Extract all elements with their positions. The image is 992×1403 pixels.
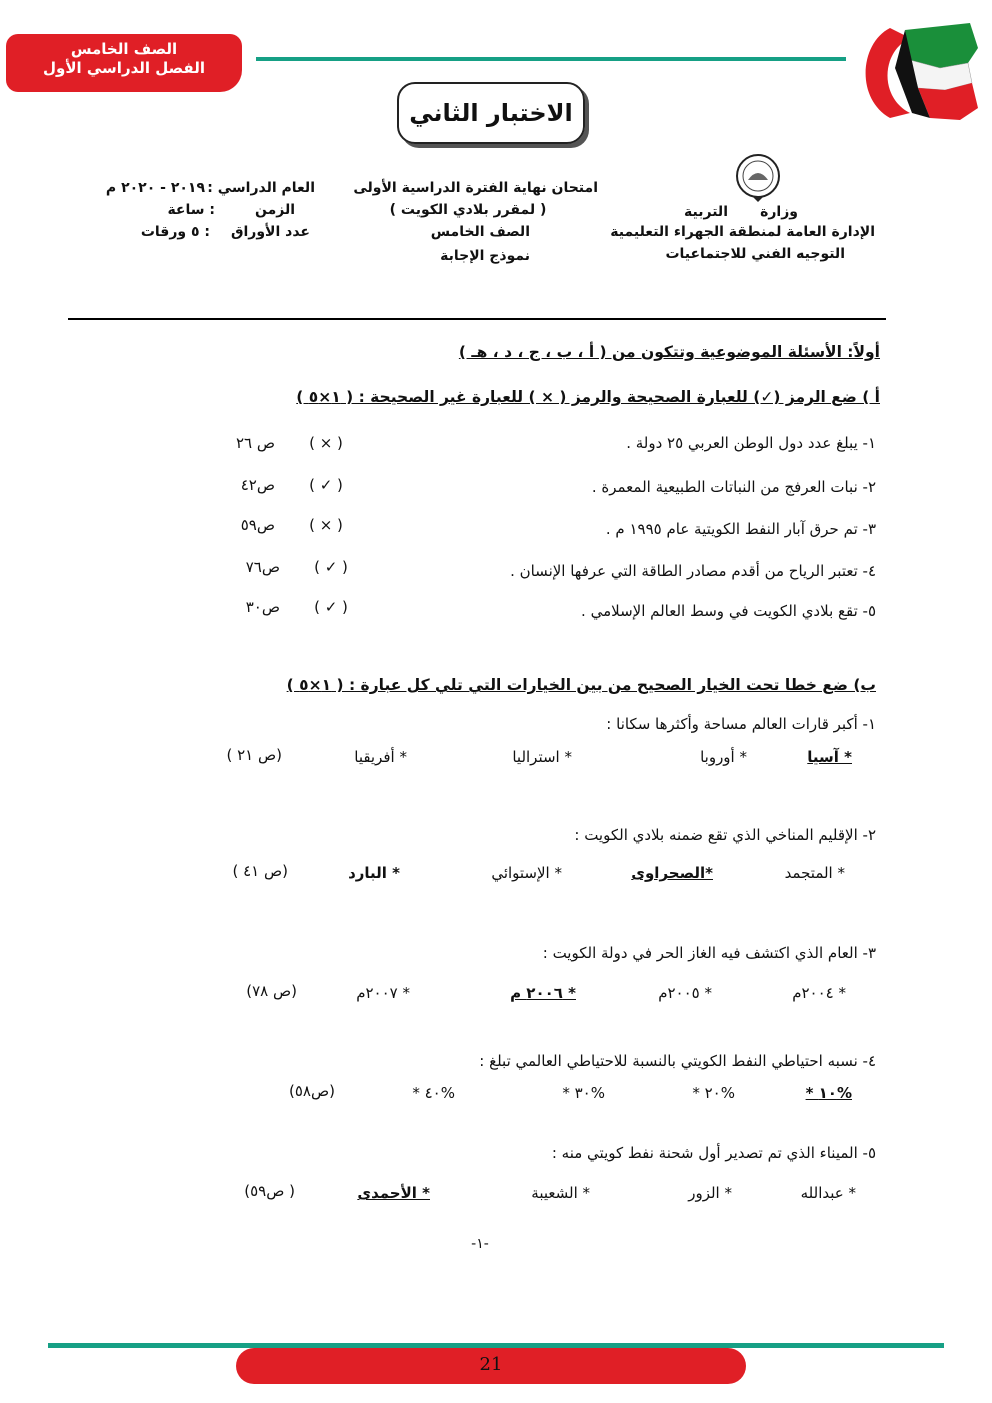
ministry-emblem-icon: [734, 152, 782, 204]
b-option-correct: * الأحمدى: [357, 1184, 430, 1202]
b-option: * البارد: [348, 864, 400, 882]
b-option: * ٢٠٠٥م: [658, 984, 712, 1002]
b-option: * أوروبا: [700, 748, 747, 766]
grade-name: الصف الخامس: [430, 224, 530, 240]
a-item-text: ٢- نبات العرفج من النباتات الطبيعية المعمرة .: [591, 478, 876, 496]
main-divider: [68, 318, 886, 320]
education-label: التربية: [684, 204, 728, 220]
time-value: : ساعة: [167, 202, 215, 218]
directorate-label: الإدارة العامة لمنطقة الجهراء التعليمية: [610, 224, 875, 240]
grade-label-line2: الفصل الدراسي الأول: [43, 59, 205, 77]
section-a-heading: أ ) ضع الرمز (✓) للعبارة الصحيحة والرمز ( × ) للعبارة غير الصحيحة : ( ١×٥ ): [296, 388, 880, 406]
b-option: * الشعيبة: [531, 1184, 590, 1202]
a-item-page: ص٤٢: [240, 476, 275, 494]
b-option-correct: * ٢٠٠٦ م: [510, 984, 576, 1002]
b-page: (ص٥٨): [289, 1082, 335, 1100]
b-question: ٥- الميناء الذي تم تصدير أول شحنة نفط كويتي منه :: [551, 1144, 876, 1162]
a-item-mark: ( ✓ ): [314, 558, 348, 576]
grade-label: [6, 34, 242, 92]
page-number: 21: [236, 1348, 746, 1384]
pages-label: عدد الأوراق: [230, 224, 310, 240]
b-option: * ٢٠٠٧م: [356, 984, 410, 1002]
b-option: * الزور: [688, 1184, 732, 1202]
section-b-heading: ب) ضع خطا تحت الخيار الصحيح من بين الخيارات التي تلي كل عبارة : ( ١×٥ ): [286, 676, 876, 694]
b-question: ١- أكبر قارات العالم مساحة وأكثرها سكانا :: [606, 715, 876, 733]
time-label: الزمن: [254, 202, 295, 218]
a-item-mark: ( ✓ ): [314, 598, 348, 616]
a-item-text: ٥- تقع بلادي الكويت في وسط العالم الإسلامي .: [581, 602, 876, 620]
b-page: (ص ٢١ ): [226, 746, 282, 764]
header-divider: [256, 57, 846, 61]
b-question: ٢- الإقليم المناخي الذي تقع ضمنه بلادي الكويت :: [574, 826, 876, 844]
year-label: العام الدراسي :: [207, 180, 315, 196]
a-item-page: ص٣٠: [245, 598, 280, 616]
pages-value: : ٥ ورقات: [140, 224, 210, 240]
b-option: * أفريقيا: [354, 748, 407, 766]
b-question: ٤- نسبه احتياطي النفط الكويتي بالنسبة للاحتياطي العالمي تبلغ :: [479, 1052, 876, 1070]
b-page: ( ص٥٩): [244, 1182, 295, 1200]
kuwait-map-logo: [850, 8, 988, 128]
exam-name: امتحان نهاية الفترة الدراسية الأولى: [353, 180, 598, 196]
part-one-heading: أولاً: الأسئلة الموضوعية وتتكون من ( أ ، ب ، ج ، د ، هـ ): [458, 343, 880, 361]
a-item-mark: ( × ): [309, 434, 343, 452]
b-option: * ٤٠%: [412, 1084, 455, 1102]
page-number-small: -١-: [471, 1236, 489, 1252]
b-option: * الإستوائي: [491, 864, 562, 882]
b-option-correct: * ١٠%: [805, 1084, 852, 1102]
ministry-label: وزارة: [760, 204, 798, 220]
a-item-page: ص٥٩: [240, 516, 275, 534]
b-question: ٣- العام الذي اكتشف فيه الغاز الحر في دولة الكويت :: [542, 944, 876, 962]
b-option: * ٢٠٠٤م: [792, 984, 846, 1002]
a-item-page: ص ٢٦: [235, 434, 275, 452]
a-item-text: ٣- تم حرق آبار النفط الكويتية عام ١٩٩٥ م .: [605, 520, 876, 538]
b-option: * عبدالله: [800, 1184, 856, 1202]
test-title: الاختبار الثاني: [397, 82, 585, 144]
b-option: * المتجمد: [784, 864, 845, 882]
guidance-label: التوجيه الفني للاجتماعيات: [665, 246, 845, 262]
b-option: * ٣٠%: [562, 1084, 605, 1102]
b-option-correct: *الصحراوى: [631, 864, 713, 882]
a-item-page: ص٧٦: [245, 558, 280, 576]
year-value: ٢٠١٩ - ٢٠٢٠ م: [105, 180, 205, 196]
a-item-text: ٤- تعتبر الرياح من أقدم مصادر الطاقة التي عرفها الإنسان .: [510, 562, 876, 580]
grade-label-line1: الصف الخامس: [70, 40, 178, 58]
a-item-mark: ( × ): [309, 516, 343, 534]
a-item-text: ١- يبلغ عدد دول الوطن العربي ٢٥ دولة .: [626, 434, 876, 452]
answer-model: نموذج الإجابة: [440, 248, 530, 264]
a-item-mark: ( ✓ ): [309, 476, 343, 494]
b-page: (ص ٤١ ): [232, 862, 288, 880]
b-page: (ص ٧٨): [246, 982, 297, 1000]
b-option: * استراليا: [512, 748, 572, 766]
b-option-correct: * آسيا: [807, 748, 852, 766]
b-option: * ٢٠%: [692, 1084, 735, 1102]
subject-name: ( لمقرر بلادي الكويت ): [389, 202, 547, 218]
